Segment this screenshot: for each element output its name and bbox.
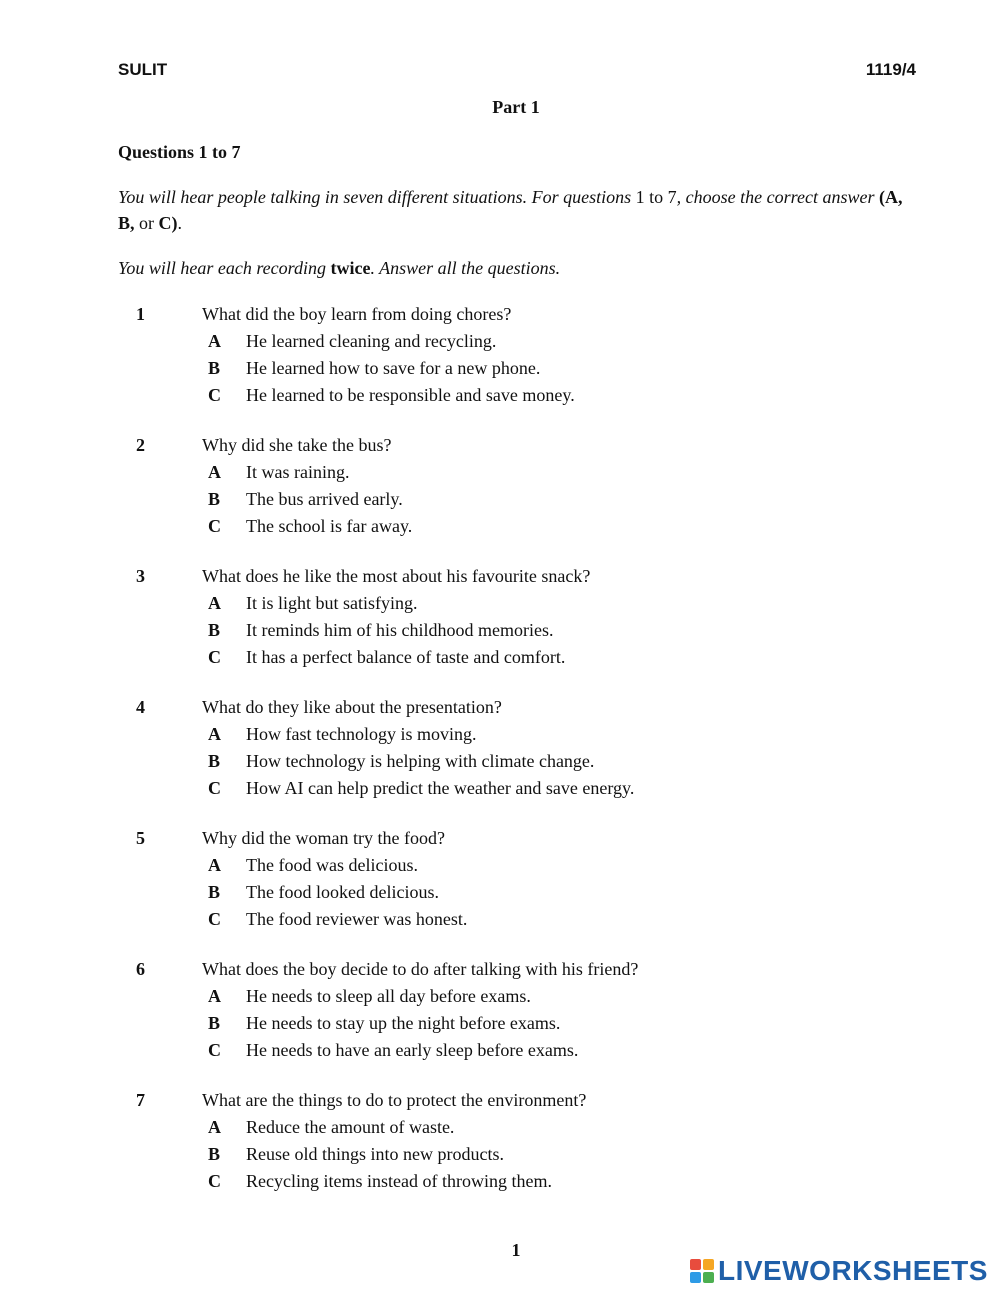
question-number: 3 xyxy=(136,566,145,586)
instr-text-1g: . xyxy=(177,213,183,233)
question-2 xyxy=(118,432,898,540)
instr-text-1a: You will hear people talking in seven different situations. For questions xyxy=(118,187,636,207)
page-number: 1 xyxy=(511,1240,521,1260)
instr-text-2b: twice xyxy=(330,258,371,278)
option-a[interactable] xyxy=(118,590,898,617)
question-number: 7 xyxy=(136,1090,145,1110)
part-title: Part 1 xyxy=(492,97,540,117)
instr-text-1e: or xyxy=(134,213,159,233)
option-text: It has a perfect balance of taste and comfort. xyxy=(246,647,566,667)
option-c[interactable] xyxy=(118,1168,898,1195)
option-letter: B xyxy=(208,358,221,378)
option-letter: C xyxy=(208,778,221,798)
question-text: What does the boy decide to do after talking with his friend? xyxy=(202,959,639,979)
option-letter: C xyxy=(208,909,221,929)
option-c[interactable] xyxy=(118,906,898,933)
option-b[interactable] xyxy=(118,879,898,906)
logo-square-blue xyxy=(690,1272,701,1283)
question-text: Why did she take the bus? xyxy=(202,435,392,455)
option-letter: C xyxy=(208,516,221,536)
liveworksheets-mark-icon xyxy=(690,1259,714,1283)
option-text: Reduce the amount of waste. xyxy=(246,1117,455,1137)
option-c[interactable] xyxy=(118,382,898,409)
option-text: The bus arrived early. xyxy=(246,489,403,509)
option-letter: B xyxy=(208,882,221,902)
option-text: The food was delicious. xyxy=(246,855,418,875)
header-left: SULIT xyxy=(118,60,168,79)
question-text: What does he like the most about his favourite snack? xyxy=(202,566,591,586)
instr-text-2c: . Answer all the questions. xyxy=(370,258,561,278)
option-a[interactable] xyxy=(118,983,898,1010)
option-letter: A xyxy=(208,462,221,482)
option-c[interactable] xyxy=(118,644,898,671)
option-c[interactable] xyxy=(118,1037,898,1064)
option-letter: C xyxy=(208,385,221,405)
option-letter: B xyxy=(208,489,221,509)
instructions-line-2 xyxy=(118,255,908,281)
option-letter: A xyxy=(208,331,221,351)
option-text: He needs to sleep all day before exams. xyxy=(246,986,531,1006)
instructions-line-1 xyxy=(118,184,908,236)
option-b[interactable] xyxy=(118,617,898,644)
option-b[interactable] xyxy=(118,355,898,382)
instr-text-1c: , choose the correct answer xyxy=(676,187,879,207)
option-text: He learned how to save for a new phone. xyxy=(246,358,541,378)
question-number: 1 xyxy=(136,304,145,324)
option-letter: C xyxy=(208,647,221,667)
option-a[interactable] xyxy=(118,459,898,486)
question-3 xyxy=(118,563,898,671)
instr-text-1d: (A, B, xyxy=(118,187,903,233)
option-letter: B xyxy=(208,620,221,640)
option-text: The food reviewer was honest. xyxy=(246,909,468,929)
question-4 xyxy=(118,694,898,802)
option-text: It was raining. xyxy=(246,462,350,482)
question-text: What are the things to do to protect the environment? xyxy=(202,1090,587,1110)
question-number: 6 xyxy=(136,959,145,979)
option-text: He learned cleaning and recycling. xyxy=(246,331,497,351)
option-b[interactable] xyxy=(118,486,898,513)
option-text: He needs to stay up the night before exams. xyxy=(246,1013,561,1033)
option-letter: B xyxy=(208,751,221,771)
option-letter: C xyxy=(208,1040,221,1060)
liveworksheets-logo-text: LIVEWORKSHEETS xyxy=(718,1255,988,1286)
option-letter: A xyxy=(208,724,221,744)
option-a[interactable] xyxy=(118,1114,898,1141)
instr-text-1b: 1 to 7 xyxy=(635,187,677,207)
question-row xyxy=(118,825,898,852)
question-row xyxy=(118,301,898,328)
question-row xyxy=(118,956,898,983)
option-b[interactable] xyxy=(118,1010,898,1037)
instr-text-1f: C) xyxy=(158,213,178,233)
option-text: It is light but satisfying. xyxy=(246,593,418,613)
instr-text-2a: You will hear each recording xyxy=(118,258,331,278)
question-5 xyxy=(118,825,898,933)
option-letter: A xyxy=(208,593,221,613)
question-6 xyxy=(118,956,898,1064)
liveworksheets-logo[interactable] xyxy=(690,1256,988,1286)
option-c[interactable] xyxy=(118,513,898,540)
question-text: What do they like about the presentation? xyxy=(202,697,502,717)
option-text: The school is far away. xyxy=(246,516,413,536)
header-right: 1119/4 xyxy=(865,60,916,79)
question-number: 4 xyxy=(136,697,145,717)
option-letter: C xyxy=(208,1171,221,1191)
option-text: Reuse old things into new products. xyxy=(246,1144,504,1164)
option-text: How fast technology is moving. xyxy=(246,724,477,744)
option-letter: A xyxy=(208,855,221,875)
option-text: He needs to have an early sleep before exams. xyxy=(246,1040,579,1060)
option-letter: A xyxy=(208,1117,221,1137)
option-a[interactable] xyxy=(118,328,898,355)
question-number: 2 xyxy=(136,435,145,455)
option-text: It reminds him of his childhood memories. xyxy=(246,620,554,640)
option-letter: B xyxy=(208,1144,221,1164)
option-text: He learned to be responsible and save money. xyxy=(246,385,575,405)
logo-square-red xyxy=(690,1259,701,1270)
option-letter: B xyxy=(208,1013,221,1033)
option-text: How technology is helping with climate change. xyxy=(246,751,595,771)
question-1 xyxy=(118,301,898,409)
logo-square-green xyxy=(703,1272,714,1283)
logo-square-orange xyxy=(703,1259,714,1270)
option-text: Recycling items instead of throwing them. xyxy=(246,1171,552,1191)
questions-heading: Questions 1 to 7 xyxy=(118,142,241,162)
question-row xyxy=(118,1087,898,1114)
option-a[interactable] xyxy=(118,721,898,748)
option-b[interactable] xyxy=(118,748,898,775)
option-c[interactable] xyxy=(118,775,898,802)
question-number: 5 xyxy=(136,828,145,848)
question-7 xyxy=(118,1087,898,1195)
question-row xyxy=(118,563,898,590)
option-letter: A xyxy=(208,986,221,1006)
option-text: The food looked delicious. xyxy=(246,882,439,902)
question-row xyxy=(118,694,898,721)
question-text: Why did the woman try the food? xyxy=(202,828,445,848)
option-text: How AI can help predict the weather and save energy. xyxy=(246,778,635,798)
question-text: What did the boy learn from doing chores? xyxy=(202,304,512,324)
option-b[interactable] xyxy=(118,1141,898,1168)
option-a[interactable] xyxy=(118,852,898,879)
question-row xyxy=(118,432,898,459)
